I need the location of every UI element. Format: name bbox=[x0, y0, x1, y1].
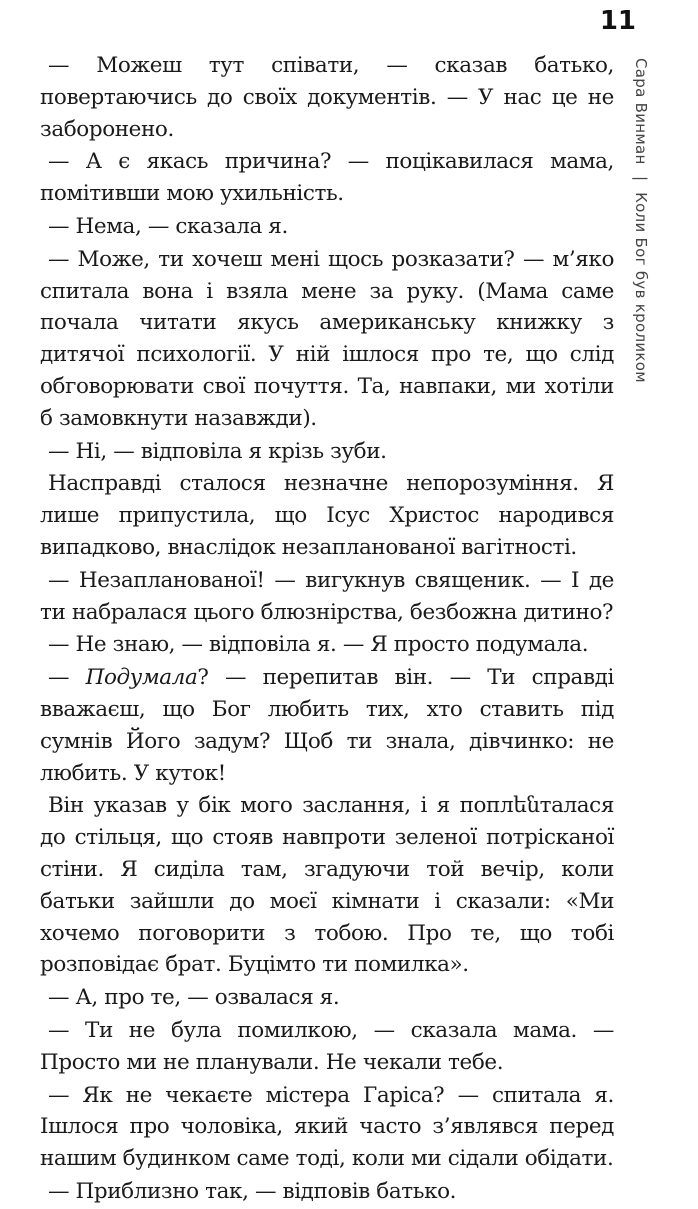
running-head-title: Коли Бог був кроликом bbox=[632, 192, 650, 383]
paragraph: — Ти не була помилкою, — сказала мама. — Просто ми не планували. Не чекали тебе. bbox=[40, 1017, 614, 1075]
paragraph: Насправді сталося незначне непорозуміння. Я лише припустила, що Ісус Христос народився випадково, внаслідок незапланованої вагітності. bbox=[40, 471, 614, 560]
paragraph: — Можеш тут співати, — сказав батько, повертаючись до своїх документів. — У нас це не заборонено. bbox=[40, 53, 614, 142]
paragraph: — А, про те, — озвалася я. bbox=[48, 985, 340, 1011]
paragraph-segment: ? — перепитав він. — Ти справді вважаєш, що Бог любить тих, хто ставить під сумнів Його задум? Щоб ти знала, дівчинко: не любить. У куток! bbox=[40, 665, 614, 786]
emphasized-word: Подумала bbox=[85, 665, 198, 691]
running-head-separator: | bbox=[632, 175, 650, 182]
paragraph: — Незапланованої! — вигукнув священик. — І де ти набралася цього блюзнірства, безбожна дитино? bbox=[40, 567, 614, 625]
paragraph: — Не знаю, — відповіла я. — Я просто подумала. bbox=[48, 632, 589, 658]
paragraph: — А є якась причина? — поцікавилася мама, помітивши мою ухильність. bbox=[40, 149, 614, 207]
page-number: 11 bbox=[599, 6, 636, 36]
paragraph: — Нема, — сказала я. bbox=[48, 213, 288, 239]
running-head-author: Сара Винман bbox=[632, 58, 650, 165]
text-body bbox=[40, 50, 614, 1209]
paragraph: — Як не чекаєте містера Гаріса? — спитала я. Ішлося про чоловіка, який часто з’являвся перед нашим будинком саме тоді, коли ми сідали обідати. bbox=[40, 1082, 614, 1172]
paragraph: Він указав у бік мого заслання, і я поплենталася до стільця, що стояв навпроти зеленої потрісканої стіни. Я сиділа там, згадуючи той вечір, коли батьки зайшли до моєї кімнати і сказали: «Ми хочемо поговорити з тобою. Про те, що тобі розповідає брат. Буцімто ти помилка». bbox=[40, 793, 614, 978]
paragraph: — Приблизно так, — відповів батько. bbox=[48, 1178, 457, 1204]
running-head bbox=[632, 58, 650, 383]
paragraph: — Ні, — відповіла я крізь зуби. bbox=[48, 438, 387, 464]
paragraph-segment: — bbox=[48, 665, 86, 691]
paragraph: — Може, ти хочеш мені щось розказати? — м’яко спитала вона і взяла мене за руку. (Мама саме почала читати якусь американську книжку з дитячої психології. У ній ішлося про те, що слід обговорювати свої почуття. Та, навпаки, ми хотіли б замовкнути назавжди). bbox=[40, 246, 614, 431]
paragraph bbox=[40, 662, 614, 789]
